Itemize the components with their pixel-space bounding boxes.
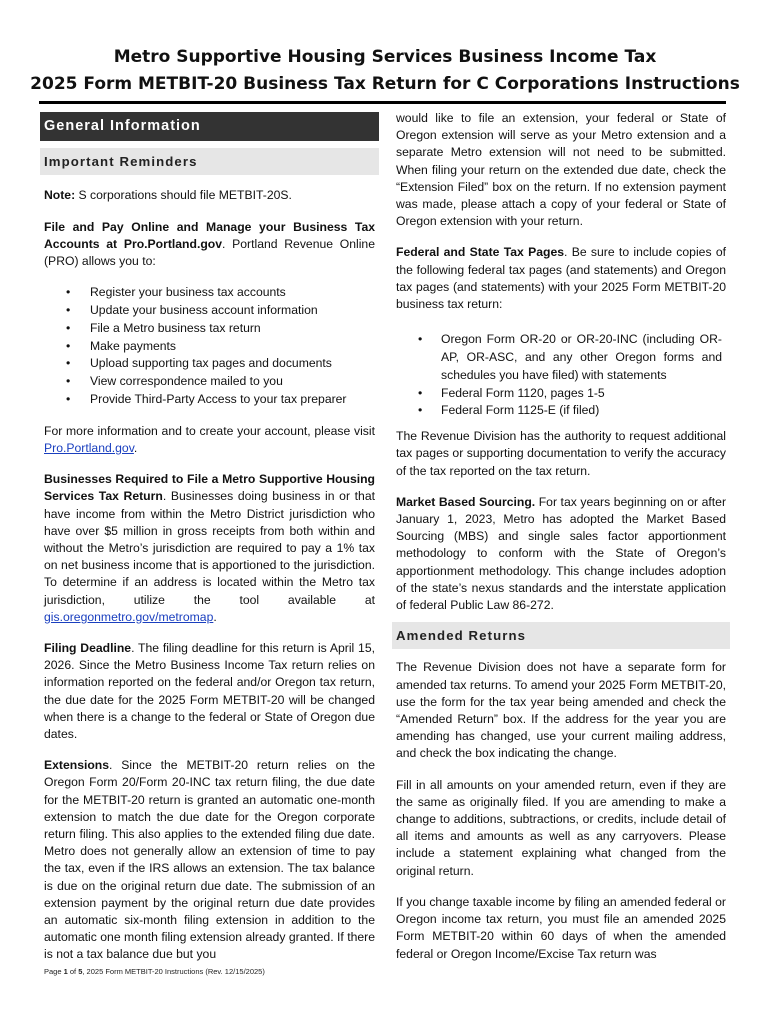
amended-returns-heading: Amended Returns	[392, 622, 730, 649]
list-item: • Federal Form 1120, pages 1-5	[396, 385, 726, 403]
general-information-heading: General Information	[40, 112, 379, 141]
pro-portland-link[interactable]: Pro.Portland.gov	[44, 441, 134, 455]
amended-paragraph-2: Fill in all amounts on your amended return, even if they are the same as originally filed. If you are amending to make a change to additions, subtractions, or credits, include detail of all items and amounts as well as any carryovers. Please include a statement explaining what changed from the original return.	[396, 777, 726, 878]
more-info-paragraph: For more information and to create your account, please visit Pro.Portland.gov.	[44, 423, 375, 455]
tax-pages-paragraph: Federal and State Tax Pages. Be sure to include copies of the following federal tax pages (and statements) and Oregon tax pages (and statements) with your 2025 Form METBIT-20 business tax return:	[396, 245, 727, 312]
amended-paragraph-1: The Revenue Division does not have a separate form for amended tax returns. To amend your 2025 Form METBIT-20, use the form for the tax year being amended and check the “Amended Return” box. If the address for the year you are amending has changed, use your current mailing address, and check the box indicating the change.	[396, 660, 726, 761]
list-item: • Register your business tax accounts	[44, 284, 375, 302]
title-divider	[39, 101, 726, 104]
list-item: • File a Metro business tax return	[44, 320, 375, 338]
required-to-file-paragraph: Businesses Required to File a Metro Supportive Housing Services Tax Return. Businesses doing business in or that have income from within the Metro District jurisdiction who have over $5 million in gross receipts from both within and without the Metro’s jurisdiction are required to pay a 1% tax on net business income that is apportioned to the jurisdiction. To determine if an address is located within the Metro tax jurisdiction, utilize the tool available at gis.oregonmetro.gov/metromap.	[44, 472, 375, 624]
market-based-sourcing-paragraph: Market Based Sourcing. For tax years beginning on or after January 1, 2023, Metro has adopted the Market Based Sourcing (MBS) and single sales factor apportionment methodology to conform with the State of Oregon’s apportionment methodology. This change includes adoption of the state’s nexus standards and the interstate application of federal Public Law 86-272.	[396, 494, 727, 613]
extensions-paragraph: Extensions. Since the METBIT-20 return relies on the Oregon Form 20/Form 20-INC tax return filing, the due date for the METBIT-20 return is granted an automatic one-month extension to match the due date for the Oregon corporate return filing. This also applies to the extended filing due date. Metro does not generally allow an extension of time to pay the tax, even if the IRS allows an extension. The tax balance is due on the original return due date. The submission of an extension payment by the original return due date provides an automatic six-month filing extension in addition to the automatic one month filing extension already granted. If there is not a tax balance due but you	[44, 758, 375, 962]
page-footer: Page 1 of 5, 2025 Form METBIT-20 Instructions (Rev. 12/15/2025)	[44, 967, 265, 976]
filing-deadline-paragraph: Filing Deadline. The filing deadline for this return is April 15, 2026. Since the Metro Business Income Tax return relies on information reported on the federal and/or Oregon tax return, the due date for the 2025 Form METBIT-20 will be changed when there is a change to the federal or State of Oregon due dates.	[44, 641, 375, 742]
document-title	[0, 44, 770, 98]
title-line-1: Metro Supportive Housing Services Business Income Tax	[113, 47, 657, 67]
metromap-link[interactable]: gis.oregonmetro.gov/metromap	[44, 609, 214, 624]
list-item: • Update your business account information	[44, 302, 375, 320]
extensions-continued-paragraph: would like to file an extension, your federal or State of Oregon extension will serve as your Metro extension and a separate Metro extension will not need to be submitted. When filing your return on the extended due date, check the “Extension Filed” box on the return. If no extension payment was made, please attach a copy of your federal or State of Oregon extension with your return.	[396, 111, 726, 229]
tax-pages-list	[396, 331, 726, 420]
note-paragraph: Note: S corporations should file METBIT-20S.	[44, 188, 292, 203]
list-item: • Provide Third-Party Access to your tax preparer	[44, 391, 375, 409]
authority-paragraph: The Revenue Division has the authority to request additional tax pages or supporting documentation to verify the accuracy of the tax reported on the tax return.	[396, 429, 726, 478]
list-item: • Oregon Form OR-20 or OR-20-INC (including OR-AP, OR-ASC, and any other Oregon forms and schedules you have filed) with statements	[396, 331, 726, 384]
left-column	[44, 110, 375, 964]
list-item: • Federal Form 1125-E (if filed)	[396, 402, 726, 420]
right-column	[396, 110, 726, 963]
list-item: • View correspondence mailed to you	[44, 373, 375, 391]
important-reminders-heading: Important Reminders	[40, 148, 379, 175]
file-pay-paragraph: File and Pay Online and Manage your Business Tax Accounts at Pro.Portland.gov. Portland Revenue Online (PRO) allows you to:	[44, 219, 375, 269]
amended-paragraph-3: If you change taxable income by filing an amended federal or Oregon income tax return, you must file an amended 2025 Form METBIT-20 within 60 days of when the amended federal or Oregon Income/Excise Tax return was	[396, 894, 726, 961]
list-item: • Make payments	[44, 338, 375, 356]
list-item: • Upload supporting tax pages and documents	[44, 355, 375, 373]
title-line-2: 2025 Form METBIT-20 Business Tax Return for C Corporations Instructions	[30, 74, 740, 94]
pro-features-list	[44, 284, 375, 409]
